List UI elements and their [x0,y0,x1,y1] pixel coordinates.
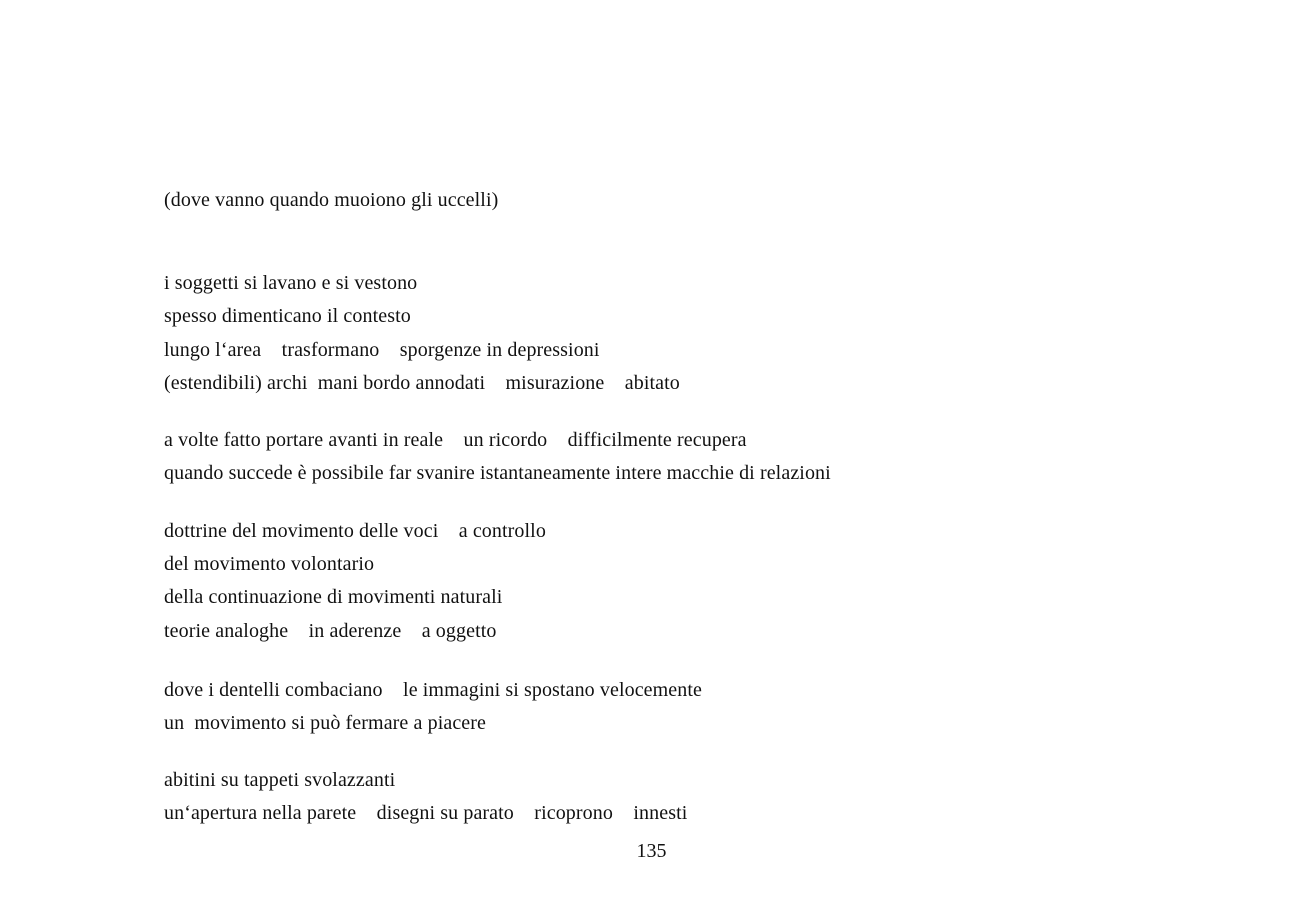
poem-line: un movimento si può fermare a piacere [164,712,487,734]
poem-line: un‘apertura nella parete disegni su parato ricoprono innesti [164,802,688,824]
poem-line: i soggetti si lavano e si vestono [164,272,418,294]
poem-line: abitini su tappeti svolazzanti [164,769,396,791]
poem-line: teorie analoghe in aderenze a oggetto [164,620,497,642]
page-number: 135 [636,840,667,862]
poem-line: dove i dentelli combaciano le immagini si spostano velocemente [164,679,703,701]
poem-line: del movimento volontario [164,553,375,575]
poem-line: quando succede è possibile far svanire istantaneamente intere macchie di relazioni [164,462,831,484]
poem-line: (estendibili) archi mani bordo annodati misurazione abitato [164,372,680,394]
poem-line: a volte fatto portare avanti in reale un ricordo difficilmente recupera [164,429,747,451]
poem-line: spesso dimenticano il contesto [164,305,411,327]
poem-line: lungo l‘area trasformano sporgenze in depressioni [164,339,600,361]
poem-line: della continuazione di movimenti naturali [164,586,503,608]
poem-line: dottrine del movimento delle voci a controllo [164,520,546,542]
poem-title: (dove vanno quando muoiono gli uccelli) [164,189,499,211]
